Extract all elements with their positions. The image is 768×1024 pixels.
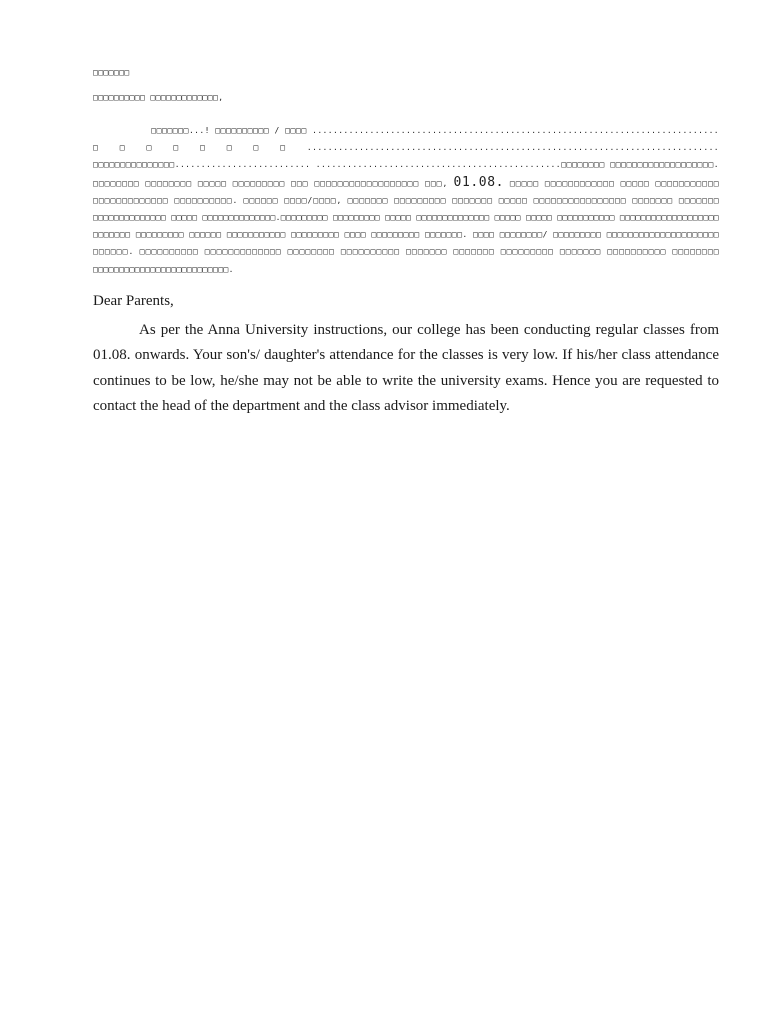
english-body-paragraph: As per the Anna University instructions, our college has been conducting regular classes from 01.08. onwards. Your son's/ daughter's attendance for the classes is very low. If his/her class attendance continues to be low, he/she may not be able to write the university exams. Hence you are requested to contact the head of the department and the class advisor immediately.	[93, 322, 719, 415]
tamil-heading: □□□□□□□	[93, 68, 130, 77]
english-greeting: Dear Parents,	[93, 293, 174, 309]
tamil-body-after-date: □□□□□ □□□□□□□□□□□□ □□□□□ □□□□□□□□□□□ □□□□□□□□□□□□□ □□□□□□□□□□. □□□□□□ □□□□/□□□□, □□□□□□□ □□□□□□□□□ □□□□□□□ □□□□□ □□□□□□□□□□□□□□□□ □□□□□□□ □□□□□□□ □□□□□□□□□□□□□□ □□□□□ □□□□□□□□□□□□□□.□□□□□□□□□ □□□□□□□□□ □□□□□ □□□□□□□□□□□□□□ □□□□□ □□□□□ □□□□□□□□□□□ □□□□□□□□□□□□□□□□□□□ □□□□□□□ □□□□□□□□□ □□□□□□ □□□□□□□□□□□ □□□□□□□□□ □□□□ □□□□□□□□□ □□□□□□□. □□□□ □□□□□□□□/ □□□□□□□□□ □□□□□□□□□□□□□□□□□□□□□ □□□□□□. □□□□□□□□□□ □□□□□□□□□□□□□ □□□□□□□□ □□□□□□□□□□ □□□□□□□ □□□□□□□ □□□□□□□□□ □□□□□□□ □□□□□□□□□□ □□□□□□□□ □□□□□□□□□□□□□□□□□□□□□□□□□□.	[93, 178, 720, 274]
tamil-salutation: □□□□□□□□□□ □□□□□□□□□□□□□,	[93, 93, 224, 102]
tamil-body-paragraph	[93, 122, 719, 278]
tamil-body-before-date: □□□□□□□...! □□□□□□□□□□ / □□□□ .............................................................................. □□□□□□□□............................................................................... □□□□□□□□□□□□□□□.......................... ...............................................□□□□□□□□ □□□□□□□□□□□□□□□□□□□. □□□□□□□□ □□□□□□□□ □□□□□ □□□□□□□□□ □□□ □□□□□□□□□□□□□□□□□□ □□□,	[93, 126, 719, 188]
tamil-date: 01.08.	[453, 174, 505, 190]
